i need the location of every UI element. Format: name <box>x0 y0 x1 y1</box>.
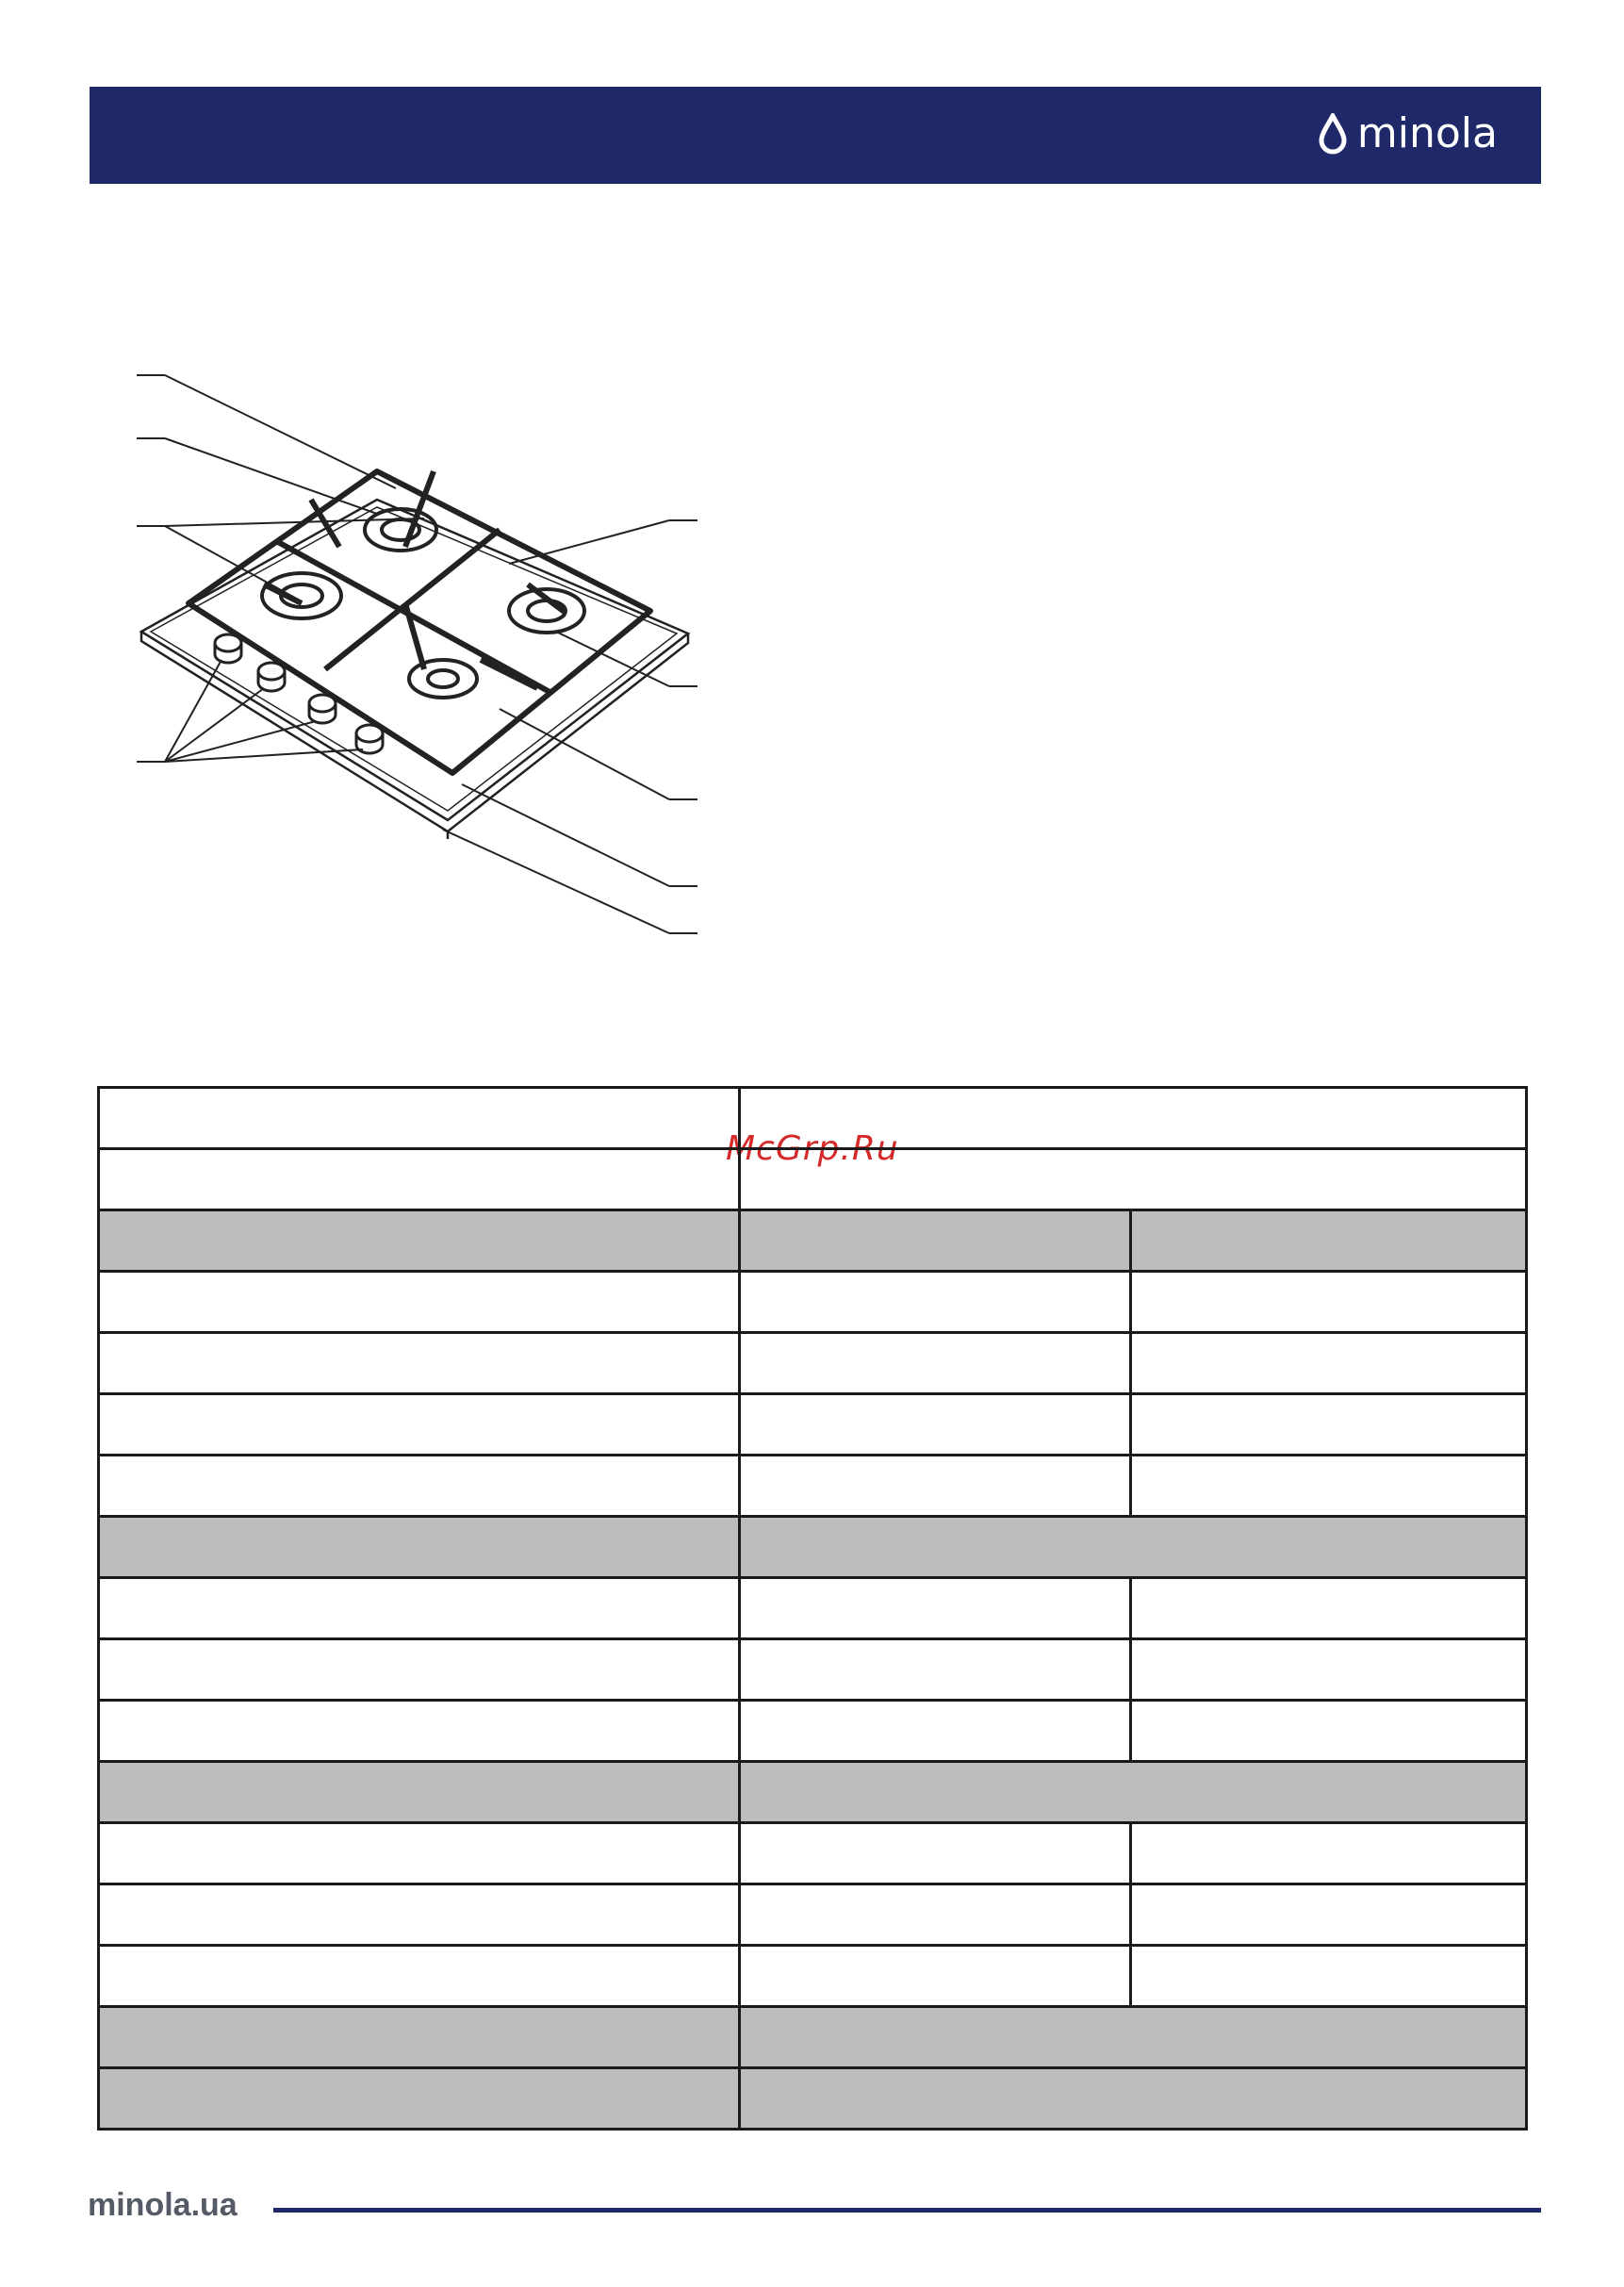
table-cell <box>740 1701 1131 1762</box>
table-cell <box>99 2007 740 2068</box>
table-cell <box>740 1517 1527 1578</box>
table-cell <box>99 1884 740 1946</box>
table-cell <box>1131 1639 1527 1701</box>
table-cell <box>1131 1946 1527 2007</box>
table-cell <box>740 1333 1131 1394</box>
table-cell <box>99 1210 740 1272</box>
table-row <box>99 1517 1527 1578</box>
table-cell <box>1131 1272 1527 1333</box>
table-cell <box>740 1946 1131 2007</box>
callout-lines-left <box>137 375 424 762</box>
table-cell <box>1131 1394 1527 1456</box>
table-cell <box>740 1272 1131 1333</box>
control-knobs <box>215 634 383 753</box>
table-cell <box>1131 1456 1527 1517</box>
table-row <box>99 1088 1527 1149</box>
table-cell <box>740 1578 1131 1639</box>
table-row <box>99 2007 1527 2068</box>
table-cell <box>740 1884 1131 1946</box>
footer-divider <box>273 2208 1541 2213</box>
table-cell <box>740 2007 1527 2068</box>
spec-table <box>97 1086 1528 2131</box>
table-cell <box>99 1088 740 1149</box>
table-cell <box>740 1762 1527 1823</box>
brand-name: minola <box>1356 109 1498 157</box>
table-row <box>99 1333 1527 1394</box>
table-cell <box>99 1272 740 1333</box>
table-cell <box>99 1517 740 1578</box>
table-cell <box>99 1578 740 1639</box>
table-cell <box>99 1639 740 1701</box>
table-cell <box>740 1456 1131 1517</box>
table-row <box>99 1394 1527 1456</box>
table-row <box>99 1210 1527 1272</box>
drop-icon <box>1318 113 1348 155</box>
table-row <box>99 1823 1527 1884</box>
table-cell <box>99 1823 740 1884</box>
table-cell <box>99 2068 740 2130</box>
watermark: McGrp.Ru <box>726 1129 899 1168</box>
table-row <box>99 1272 1527 1333</box>
table-cell <box>1131 1884 1527 1946</box>
table-cell <box>1131 1823 1527 1884</box>
table-cell <box>99 1333 740 1394</box>
footer-website[interactable]: minola.ua <box>88 2187 238 2223</box>
table-cell <box>99 1149 740 1210</box>
table-row <box>99 2068 1527 2130</box>
table-cell <box>740 2068 1527 2130</box>
brand-logo[interactable] <box>1318 107 1498 160</box>
hob-diagram <box>123 358 726 943</box>
table-row <box>99 1149 1527 1210</box>
table-row <box>99 1639 1527 1701</box>
table-cell <box>740 1639 1131 1701</box>
table-cell <box>99 1456 740 1517</box>
table-cell <box>740 1149 1527 1210</box>
table-row <box>99 1456 1527 1517</box>
table-row <box>99 1946 1527 2007</box>
table-cell <box>740 1394 1131 1456</box>
table-cell <box>99 1946 740 2007</box>
table-row <box>99 1578 1527 1639</box>
table-cell <box>740 1210 1131 1272</box>
table-cell <box>1131 1701 1527 1762</box>
table-row <box>99 1701 1527 1762</box>
table-cell <box>1131 1333 1527 1394</box>
header-bar <box>90 87 1541 184</box>
table-cell <box>99 1394 740 1456</box>
table-row <box>99 1762 1527 1823</box>
table-cell <box>740 1088 1527 1149</box>
table-cell <box>99 1762 740 1823</box>
table-cell <box>1131 1210 1527 1272</box>
table-cell <box>740 1823 1131 1884</box>
table-row <box>99 1884 1527 1946</box>
table-cell <box>1131 1578 1527 1639</box>
table-cell <box>99 1701 740 1762</box>
